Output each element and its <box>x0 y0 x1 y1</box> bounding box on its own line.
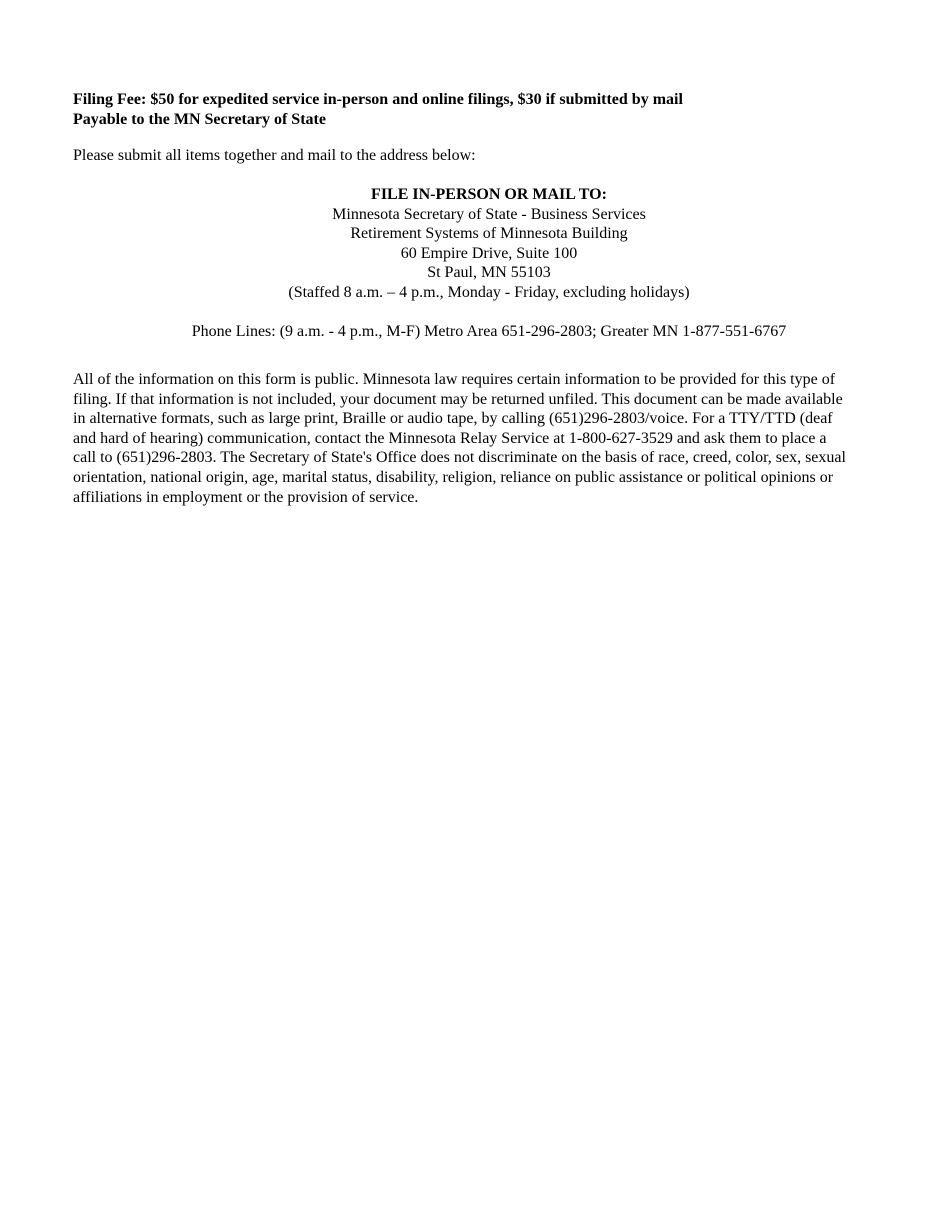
notice-line: filing. If that information is not included, your document may be returned unfiled. This document can be made available <box>73 390 843 408</box>
notice-line: All of the information on this form is public. Minnesota law requires certain information to be provided for this type of <box>73 371 836 388</box>
notice-line: and hard of hearing) communication, contact the Minnesota Relay Service at 1-800-627-3529 and ask them to place a <box>73 429 827 447</box>
filing-fee-block <box>73 90 893 130</box>
address-city: St Paul, MN 55103 <box>427 264 551 282</box>
mailing-address-block <box>0 185 950 303</box>
public-notice-paragraph <box>73 370 909 507</box>
notice-line: affiliations in employment or the provision of service. <box>73 488 419 506</box>
address-building: Retirement Systems of Minnesota Building <box>350 225 628 243</box>
phone-lines: Phone Lines: (9 a.m. - 4 p.m., M-F) Metro Area 651-296-2803; Greater MN 1-877-551-6767 <box>191 323 787 340</box>
address-street: 60 Empire Drive, Suite 100 <box>400 244 578 262</box>
address-hours: (Staffed 8 a.m. – 4 p.m., Monday - Friday, excluding holidays) <box>288 283 690 301</box>
address-office: Minnesota Secretary of State - Business Services <box>332 205 646 223</box>
address-heading: FILE IN-PERSON OR MAIL TO: <box>371 186 607 203</box>
notice-line: orientation, national origin, age, marital status, disability, religion, reliance on public assistance or political opinions or <box>73 468 834 486</box>
notice-line: in alternative formats, such as large print, Braille or audio tape, by calling (651)296-2803/voice. For a TTY/TTD (deaf <box>73 410 833 428</box>
filing-fee-line: Filing Fee: $50 for expedited service in-person and online filings, $30 if submitted by mail <box>73 91 683 108</box>
notice-line: call to (651)296-2803. The Secretary of State's Office does not discriminate on the basis of race, creed, color, sex, sexual <box>73 449 846 467</box>
submit-instructions: Please submit all items together and mail to the address below: <box>73 147 476 164</box>
payable-to-line: Payable to the MN Secretary of State <box>73 111 326 128</box>
